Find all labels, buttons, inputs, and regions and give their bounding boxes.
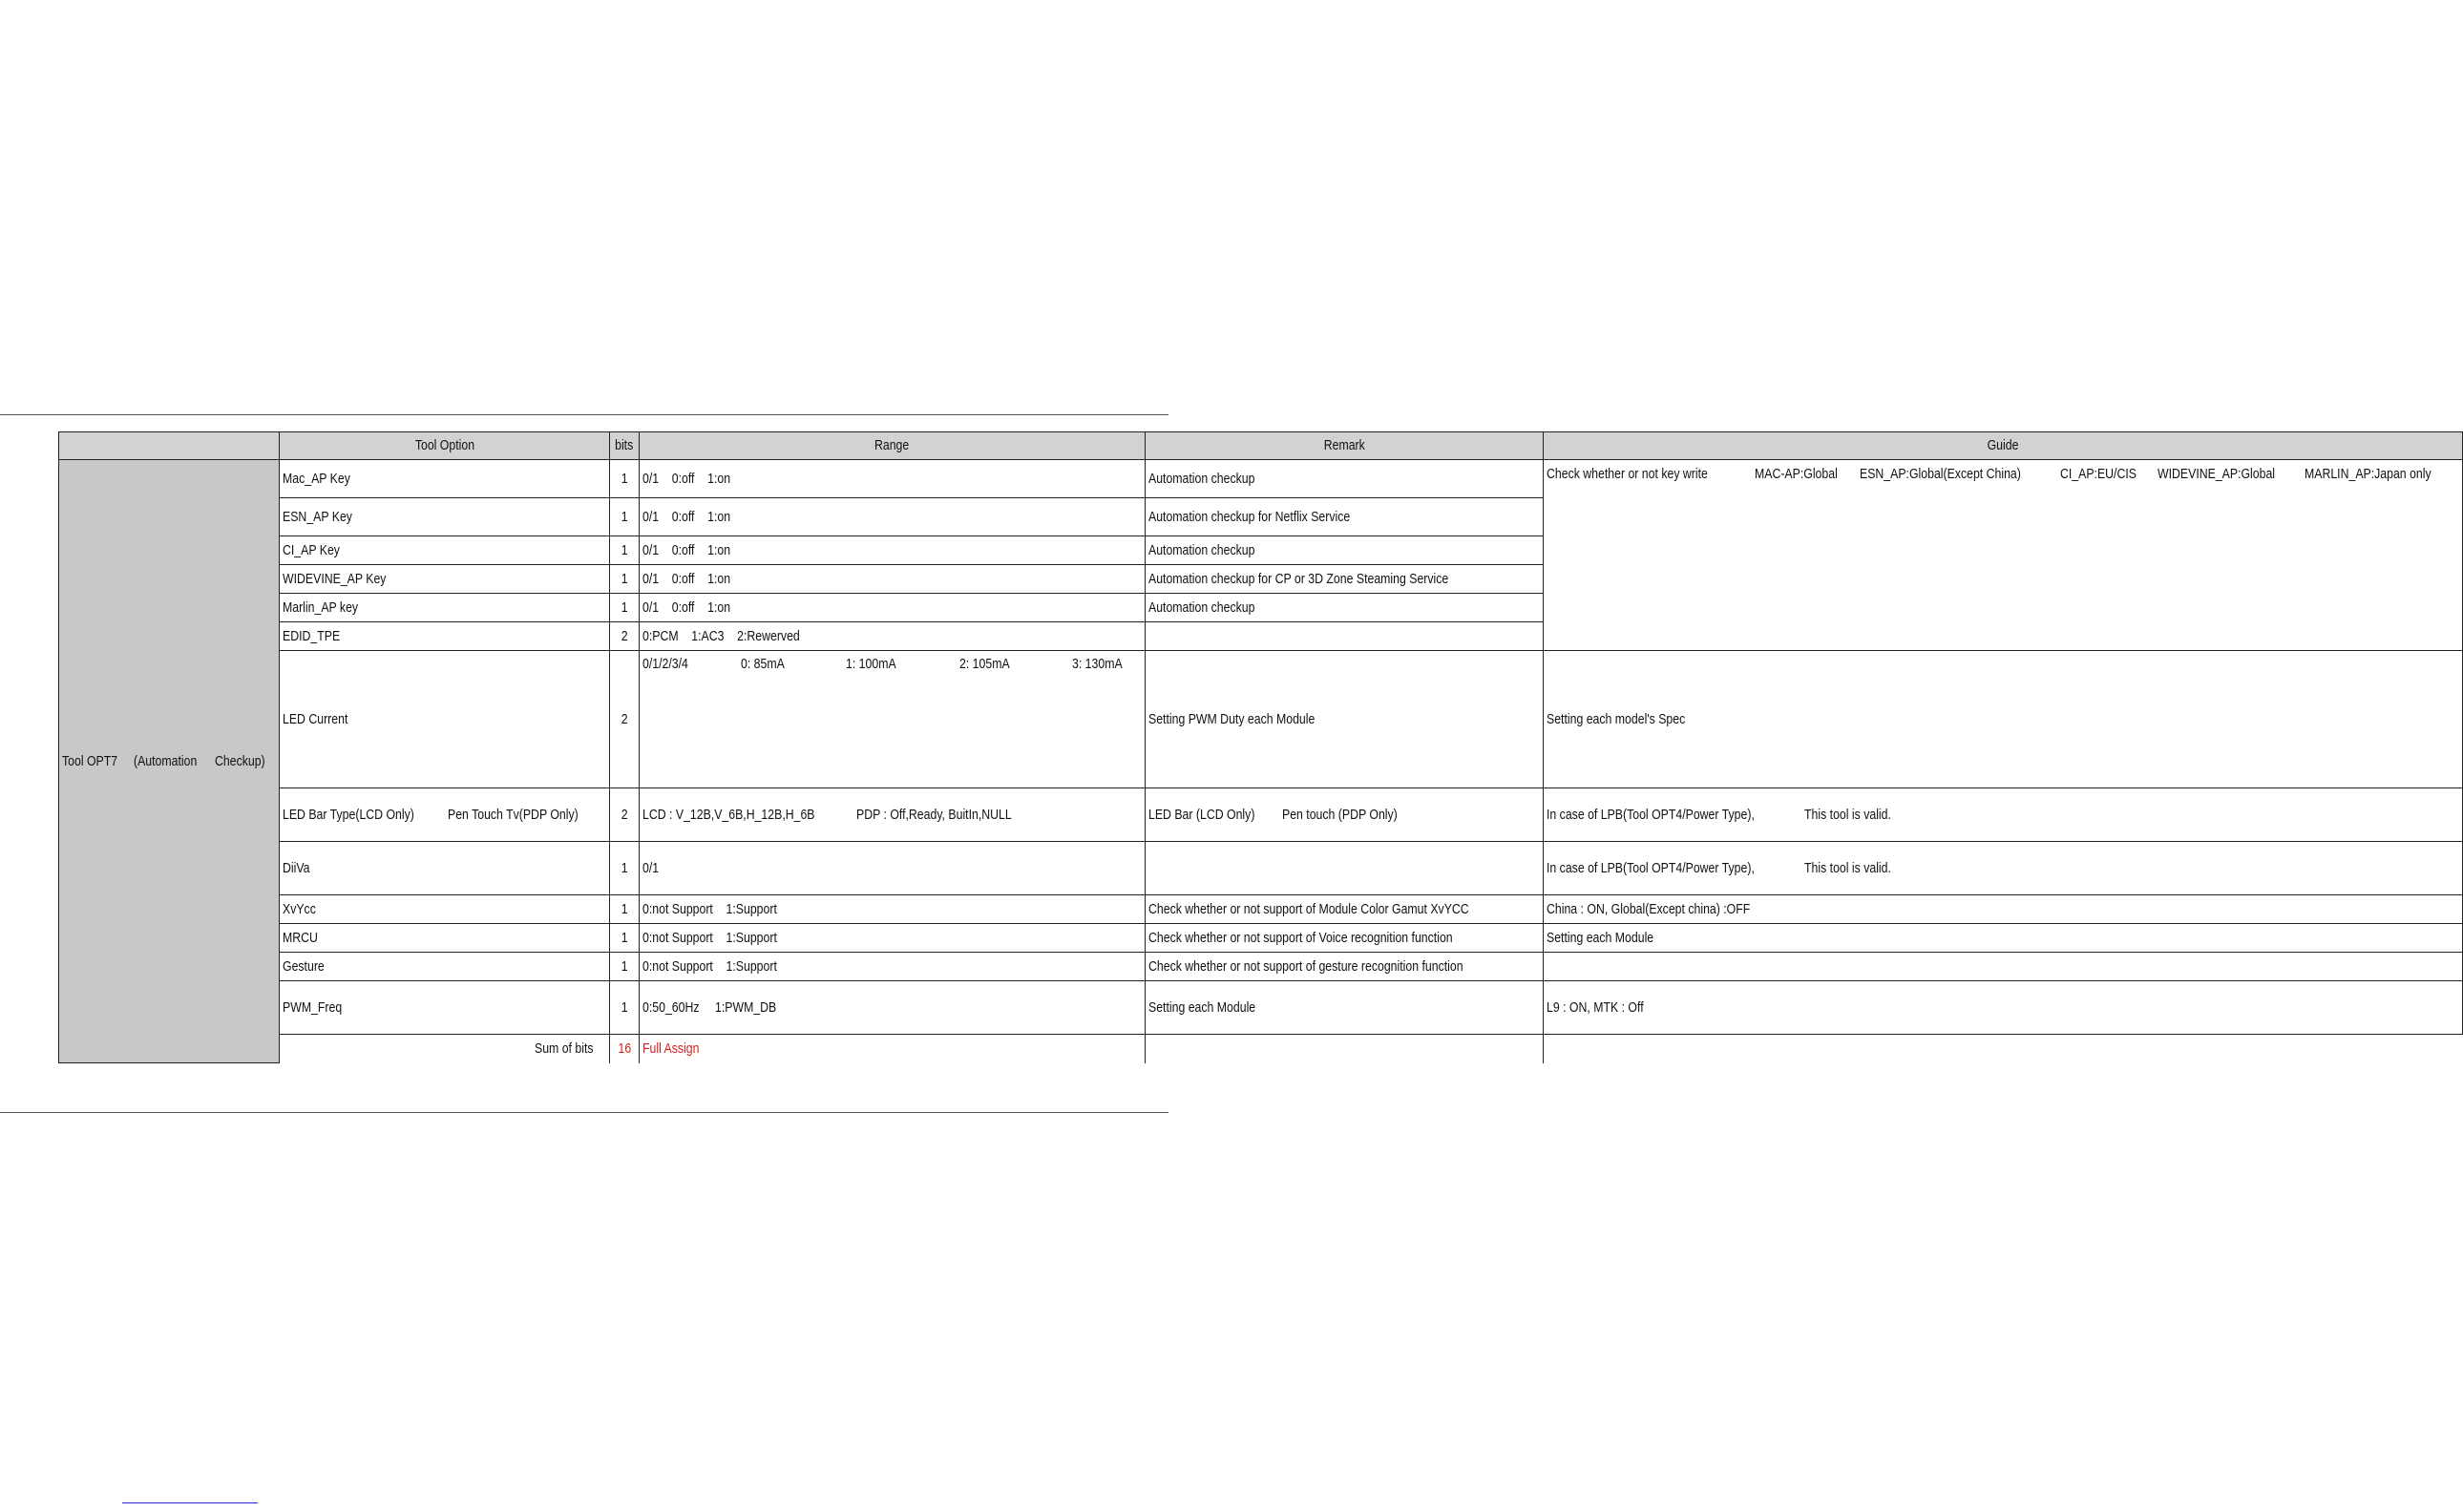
table-row xyxy=(59,651,2463,788)
option-cell: Mac_AP Key xyxy=(280,460,610,498)
option-cell: XvYcc xyxy=(280,895,610,924)
table-row xyxy=(59,924,2463,953)
remark-cell: Automation checkup xyxy=(1146,536,1543,565)
header-range: Range xyxy=(639,432,1146,460)
remark-cell: Automation checkup xyxy=(1146,594,1543,622)
sum-bits-cell: 16 xyxy=(610,1035,639,1063)
range-cell: 0/1 0:off 1:on xyxy=(639,498,1146,536)
footer-link-underline xyxy=(122,1502,258,1503)
option-cell: WIDEVINE_AP Key xyxy=(280,565,610,594)
remark-cell xyxy=(1146,842,1543,895)
sum-remark-cell xyxy=(1146,1035,1543,1063)
bits-cell: 2 xyxy=(610,651,639,788)
remark-line: LED Bar (LCD Only) xyxy=(1148,806,1255,823)
guide-cell: Setting each model's Spec xyxy=(1543,651,2462,788)
sum-range-cell: Full Assign xyxy=(639,1035,1146,1063)
table-row xyxy=(59,953,2463,981)
guide-line: CI_AP:EU/CIS xyxy=(2060,466,2137,482)
remark-cell: Check whether or not support of Voice recognition function xyxy=(1146,924,1543,953)
range-cell: 0:PCM 1:AC3 2:Rewerved xyxy=(639,622,1146,651)
guide-cell xyxy=(1543,788,2462,842)
guide-line: In case of LPB(Tool OPT4/Power Type), xyxy=(1546,859,1755,876)
option-cell xyxy=(280,788,610,842)
option-line: Pen Touch Tv(PDP Only) xyxy=(447,806,579,823)
bits-cell: 1 xyxy=(610,953,639,981)
option-cell: EDID_TPE xyxy=(280,622,610,651)
group-label-line: Checkup) xyxy=(215,752,265,769)
bits-cell: 1 xyxy=(610,460,639,498)
sum-guide-cell xyxy=(1543,1035,2462,1063)
header-group xyxy=(59,432,280,460)
sum-label-cell: Sum of bits xyxy=(280,1035,610,1063)
bits-cell: 1 xyxy=(610,565,639,594)
guide-line: This tool is valid. xyxy=(1803,806,1891,823)
remark-line: Pen touch (PDP Only) xyxy=(1282,806,1399,823)
remark-cell: Setting each Module xyxy=(1146,981,1543,1035)
range-cell: 0:not Support 1:Support xyxy=(639,953,1146,981)
remark-cell: Check whether or not support of gesture recognition function xyxy=(1146,953,1543,981)
header-remark: Remark xyxy=(1146,432,1543,460)
option-line: LED Bar Type(LCD Only) xyxy=(283,806,415,823)
range-cell: 0/1 0:off 1:on xyxy=(639,460,1146,498)
guide-keys-cell xyxy=(1543,460,2462,651)
remark-cell xyxy=(1146,788,1543,842)
range-cell: 0:not Support 1:Support xyxy=(639,924,1146,953)
range-cell xyxy=(639,651,1146,788)
bits-cell: 1 xyxy=(610,536,639,565)
range-line: PDP : Off,Ready, BuitIn,NULL xyxy=(856,806,1012,823)
bits-cell: 1 xyxy=(610,498,639,536)
bits-cell: 1 xyxy=(610,981,639,1035)
range-line: 1: 100mA xyxy=(846,656,896,672)
tool-option-table xyxy=(58,431,2463,1063)
table-row xyxy=(59,981,2463,1035)
guide-line: In case of LPB(Tool OPT4/Power Type), xyxy=(1546,806,1755,823)
header-bits: bits xyxy=(610,432,639,460)
group-label-cell xyxy=(59,460,280,1063)
guide-cell: L9 : ON, MTK : Off xyxy=(1543,981,2462,1035)
guide-line: WIDEVINE_AP:Global xyxy=(2157,466,2276,482)
range-cell xyxy=(639,788,1146,842)
bits-cell: 1 xyxy=(610,594,639,622)
header-guide: Guide xyxy=(1543,432,2462,460)
bits-cell: 1 xyxy=(610,842,639,895)
remark-cell: Check whether or not support of Module Color Gamut XvYCC xyxy=(1146,895,1543,924)
group-label-line: (Automation xyxy=(134,752,198,769)
remark-cell: Automation checkup xyxy=(1146,460,1543,498)
option-cell: MRCU xyxy=(280,924,610,953)
range-line: 0:50_60Hz xyxy=(642,998,700,1016)
range-line: 3: 130mA xyxy=(1072,656,1123,672)
remark-cell: Automation checkup for CP or 3D Zone Steaming Service xyxy=(1146,565,1543,594)
range-cell: 0/1 0:off 1:on xyxy=(639,536,1146,565)
range-cell xyxy=(639,981,1146,1035)
range-cell: 0:not Support 1:Support xyxy=(639,895,1146,924)
guide-line: MAC-AP:Global xyxy=(1755,466,1838,482)
remark-cell xyxy=(1146,622,1543,651)
bottom-divider xyxy=(0,1112,1168,1113)
bits-cell: 2 xyxy=(610,788,639,842)
bits-cell: 1 xyxy=(610,924,639,953)
header-row xyxy=(59,432,2463,460)
table-row xyxy=(59,842,2463,895)
option-cell: Gesture xyxy=(280,953,610,981)
guide-line: MARLIN_AP:Japan only xyxy=(2305,466,2431,482)
guide-line: This tool is valid. xyxy=(1803,859,1891,876)
option-cell: PWM_Freq xyxy=(280,981,610,1035)
option-cell: LED Current xyxy=(280,651,610,788)
guide-cell xyxy=(1543,842,2462,895)
top-divider xyxy=(0,414,1168,415)
range-line: 0: 85mA xyxy=(741,656,786,672)
range-line: 2: 105mA xyxy=(958,656,1010,672)
table-row xyxy=(59,788,2463,842)
range-line: 1:PWM_DB xyxy=(715,998,777,1016)
option-cell: Marlin_AP key xyxy=(280,594,610,622)
guide-line: Check whether or not key write xyxy=(1546,466,1708,482)
guide-cell: China : ON, Global(Except china) :OFF xyxy=(1543,895,2462,924)
range-cell: 0/1 0:off 1:on xyxy=(639,565,1146,594)
table-row xyxy=(59,895,2463,924)
guide-line: ESN_AP:Global(Except China) xyxy=(1860,466,2022,482)
guide-cell xyxy=(1543,953,2462,981)
range-cell: 0/1 0:off 1:on xyxy=(639,594,1146,622)
guide-cell: Setting each Module xyxy=(1543,924,2462,953)
table-row xyxy=(59,460,2463,498)
sum-row xyxy=(59,1035,2463,1063)
range-line: 0/1/2/3/4 xyxy=(642,656,688,672)
remark-cell: Setting PWM Duty each Module xyxy=(1146,651,1543,788)
bits-cell: 2 xyxy=(610,622,639,651)
option-cell: ESN_AP Key xyxy=(280,498,610,536)
option-cell: DiiVa xyxy=(280,842,610,895)
range-cell: 0/1 xyxy=(639,842,1146,895)
range-line: LCD : V_12B,V_6B,H_12B,H_6B xyxy=(642,806,815,823)
group-label-line: Tool OPT7 xyxy=(62,752,118,769)
header-tool-option: Tool Option xyxy=(280,432,610,460)
option-cell: CI_AP Key xyxy=(280,536,610,565)
remark-cell: Automation checkup for Netflix Service xyxy=(1146,498,1543,536)
guide-line xyxy=(1747,462,1750,487)
bits-cell: 1 xyxy=(610,895,639,924)
